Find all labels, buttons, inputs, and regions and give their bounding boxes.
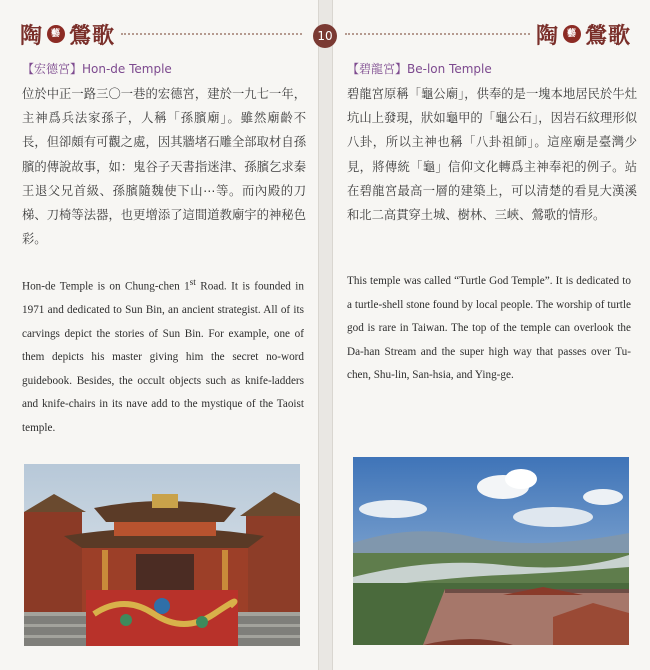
be-lon-temple-view-photo [353,457,629,645]
chinese-paragraph: 位於中正一路三〇一巷的宏德宮，建於一九七一年，主神爲兵法家孫子，人稱「孫臏廟」。雖然廟齡不長，但卻頗有可觀之處，因其牆堵石雕全部取材自孫臏的傳說故事，如：鬼谷子天書指迷津、孫臏乞求秦王退父兄首級、孫臏隨魏使下山⋯等。而內殿的刀梯、刀椅等法器，也更增添了這間道教廟宇的神秘色彩。 [22,87,306,247]
chinese-paragraph: 碧龍宮原稱「龜公廟」，供奉的是一塊本地居民於牛灶坑山上發現，狀如龜甲的「龜公石」，因岩石紋理形似八卦，所以主神也稱「八卦祖師」。這座廟是臺灣少見，將傳統「龜」信仰文化轉爲主神奉祀的例子。站在碧龍宮最高一層的建築上，可以清楚的看見大漢溪和北二高貫穿土城、樹林、三峽、鶯歌的情形。 [347,87,637,223]
right-header [339,16,631,52]
english-paragraph: This temple was called “Turtle God Temple”. It is dedicated to a turtle-shell stone found by local people. The worship of turtle god is rare in Taiwan. The top of the temple can overlook the Da-han Stream and the super high way that passes over Tu-chen, Shu-lin, San-hsia, and Ying-ge. [347,275,631,381]
logo-char-right: 鶯歌 [584,22,631,49]
english-paragraph [22,272,304,440]
section-title: 【宏德宮】Hon-de Temple [22,62,172,76]
section-title: 【碧龍宮】Be-lon Temple [347,62,492,76]
page-number-badge: 10 [313,24,337,48]
logo-char-left: 陶 [535,22,559,49]
ordinal-suffix: st [189,278,196,288]
hon-de-temple-photo [24,464,300,646]
header-dotted-rule [345,33,530,35]
left-page [0,0,319,670]
pottery-yingge-logo [20,19,115,50]
logo-seal: 藝 [563,25,581,43]
english-text-start: Hon-de Temple is on Chung-chen 1 [22,280,190,293]
logo-char-left: 陶 [20,22,44,49]
pottery-yingge-logo [536,19,631,50]
logo-char-right: 鶯歌 [69,22,116,49]
english-text-rest: Road. It is founded in 1971 and dedicated to Sun Bin, an ancient strategist. All of its carvings depict the stories of Sun Bin. For example, one of them depicts his master giving him the secret no-word guidebook. Besides, the occult objects such as knife-ladders and knife-chairs in its nave add to the mystique of the Taoist temple. [22,280,304,434]
right-page [332,0,650,670]
left-header [20,16,308,52]
logo-seal: 藝 [47,25,65,43]
header-dotted-rule [121,33,302,35]
